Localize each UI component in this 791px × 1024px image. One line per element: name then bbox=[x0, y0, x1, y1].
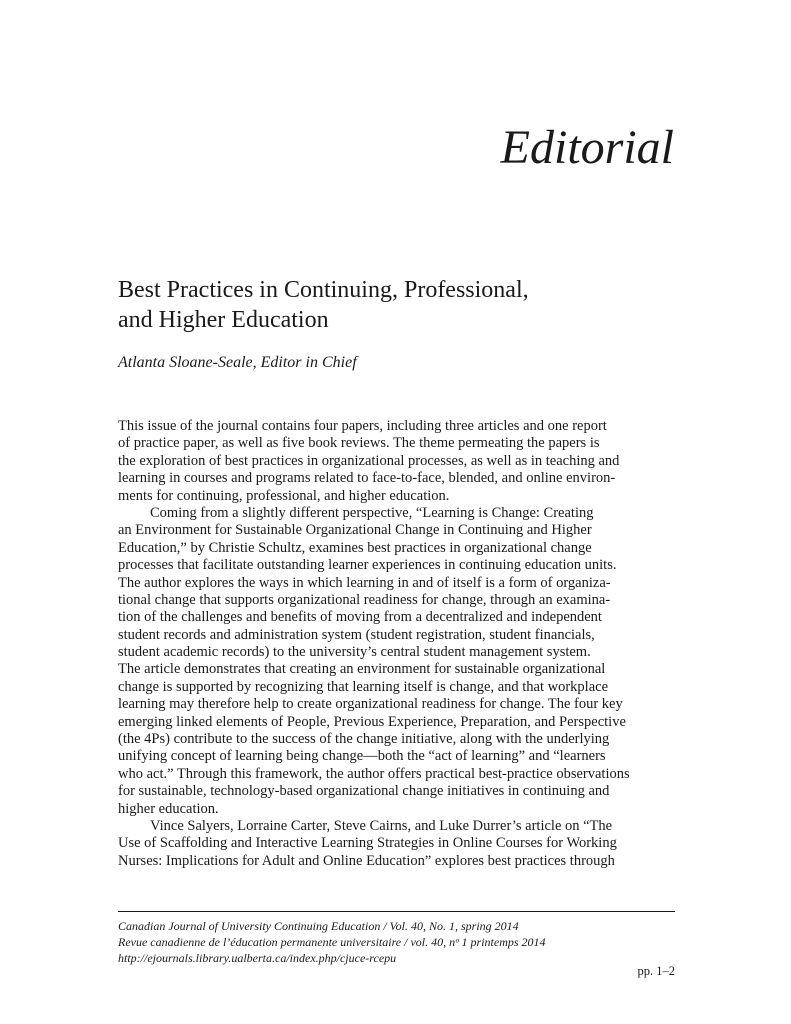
citation-line-english: Canadian Journal of University Continuing Education / Vol. 40, No. 1, spring 2014 bbox=[118, 919, 519, 933]
page-range: pp. 1–2 bbox=[637, 964, 675, 978]
body-line: Use of Scaffolding and Interactive Learning Strategies in Online Courses for Working bbox=[118, 835, 617, 852]
journal-citation bbox=[118, 918, 675, 966]
body-line: of practice paper, as well as five book reviews. The theme permeating the papers is bbox=[118, 435, 600, 452]
body-line: ments for continuing, professional, and higher education. bbox=[118, 487, 450, 504]
body-line: an Environment for Sustainable Organizational Change in Continuing and Higher bbox=[118, 522, 592, 539]
footer-divider bbox=[118, 911, 675, 912]
body-line: change is supported by recognizing that learning itself is change, and that workplace bbox=[118, 678, 609, 695]
body-line: emerging linked elements of People, Previous Experience, Preparation, and Perspective bbox=[118, 713, 626, 730]
article-title bbox=[118, 275, 529, 335]
body-line: student academic records) to the university’s central student management system. bbox=[118, 644, 591, 661]
citation-line-french: Revue canadienne de l’éducation permanente universitaire / vol. 40, nᵒ 1 printemps 2014 bbox=[118, 935, 546, 949]
body-line: unifying concept of learning being change—both the “act of learning” and “learners bbox=[118, 748, 606, 765]
citation-url: http://ejournals.library.ualberta.ca/index.php/cjuce-rcepu bbox=[118, 951, 397, 965]
byline: Atlanta Sloane-Seale, Editor in Chief bbox=[118, 354, 357, 371]
body-line: who act.” Through this framework, the author offers practical best-practice observations bbox=[118, 765, 630, 782]
body-line: processes that facilitate outstanding learner experiences in continuing education units. bbox=[118, 557, 617, 574]
body-line: Education,” by Christie Schultz, examines best practices in organizational change bbox=[118, 539, 592, 556]
body-line: the exploration of best practices in organizational processes, as well as in teaching and bbox=[118, 452, 620, 469]
body-line: tional change that supports organizational readiness for change, through an examina- bbox=[118, 591, 611, 608]
section-title: Editorial bbox=[500, 121, 674, 174]
article-body bbox=[118, 418, 678, 870]
body-line: tion of the challenges and benefits of moving from a decentralized and independent bbox=[118, 609, 602, 626]
body-line: The article demonstrates that creating an environment for sustainable organizational bbox=[118, 661, 606, 678]
body-line: Nurses: Implications for Adult and Online Education” explores best practices through bbox=[118, 852, 615, 869]
body-line: Vince Salyers, Lorraine Carter, Steve Cairns, and Luke Durrer’s article on “The bbox=[150, 817, 613, 834]
body-line: learning may therefore help to create organizational readiness for change. The four key bbox=[118, 696, 623, 713]
body-line: for sustainable, technology-based organizational change initiatives in continuing and bbox=[118, 783, 610, 800]
body-line: The author explores the ways in which learning in and of itself is a form of organiza- bbox=[118, 574, 611, 591]
body-line: Coming from a slightly different perspective, “Learning is Change: Creating bbox=[150, 504, 594, 521]
article-title-line: and Higher Education bbox=[118, 307, 329, 333]
body-line: learning in courses and programs related to face-to-face, blended, and online environ- bbox=[118, 470, 616, 487]
body-line: student records and administration system (student registration, student financials, bbox=[118, 626, 595, 643]
body-line: higher education. bbox=[118, 800, 219, 817]
body-line: (the 4Ps) contribute to the success of the change initiative, along with the underlying bbox=[118, 731, 610, 748]
body-line: This issue of the journal contains four papers, including three articles and one report bbox=[118, 418, 607, 434]
article-title-line: Best Practices in Continuing, Professional, bbox=[118, 277, 529, 303]
